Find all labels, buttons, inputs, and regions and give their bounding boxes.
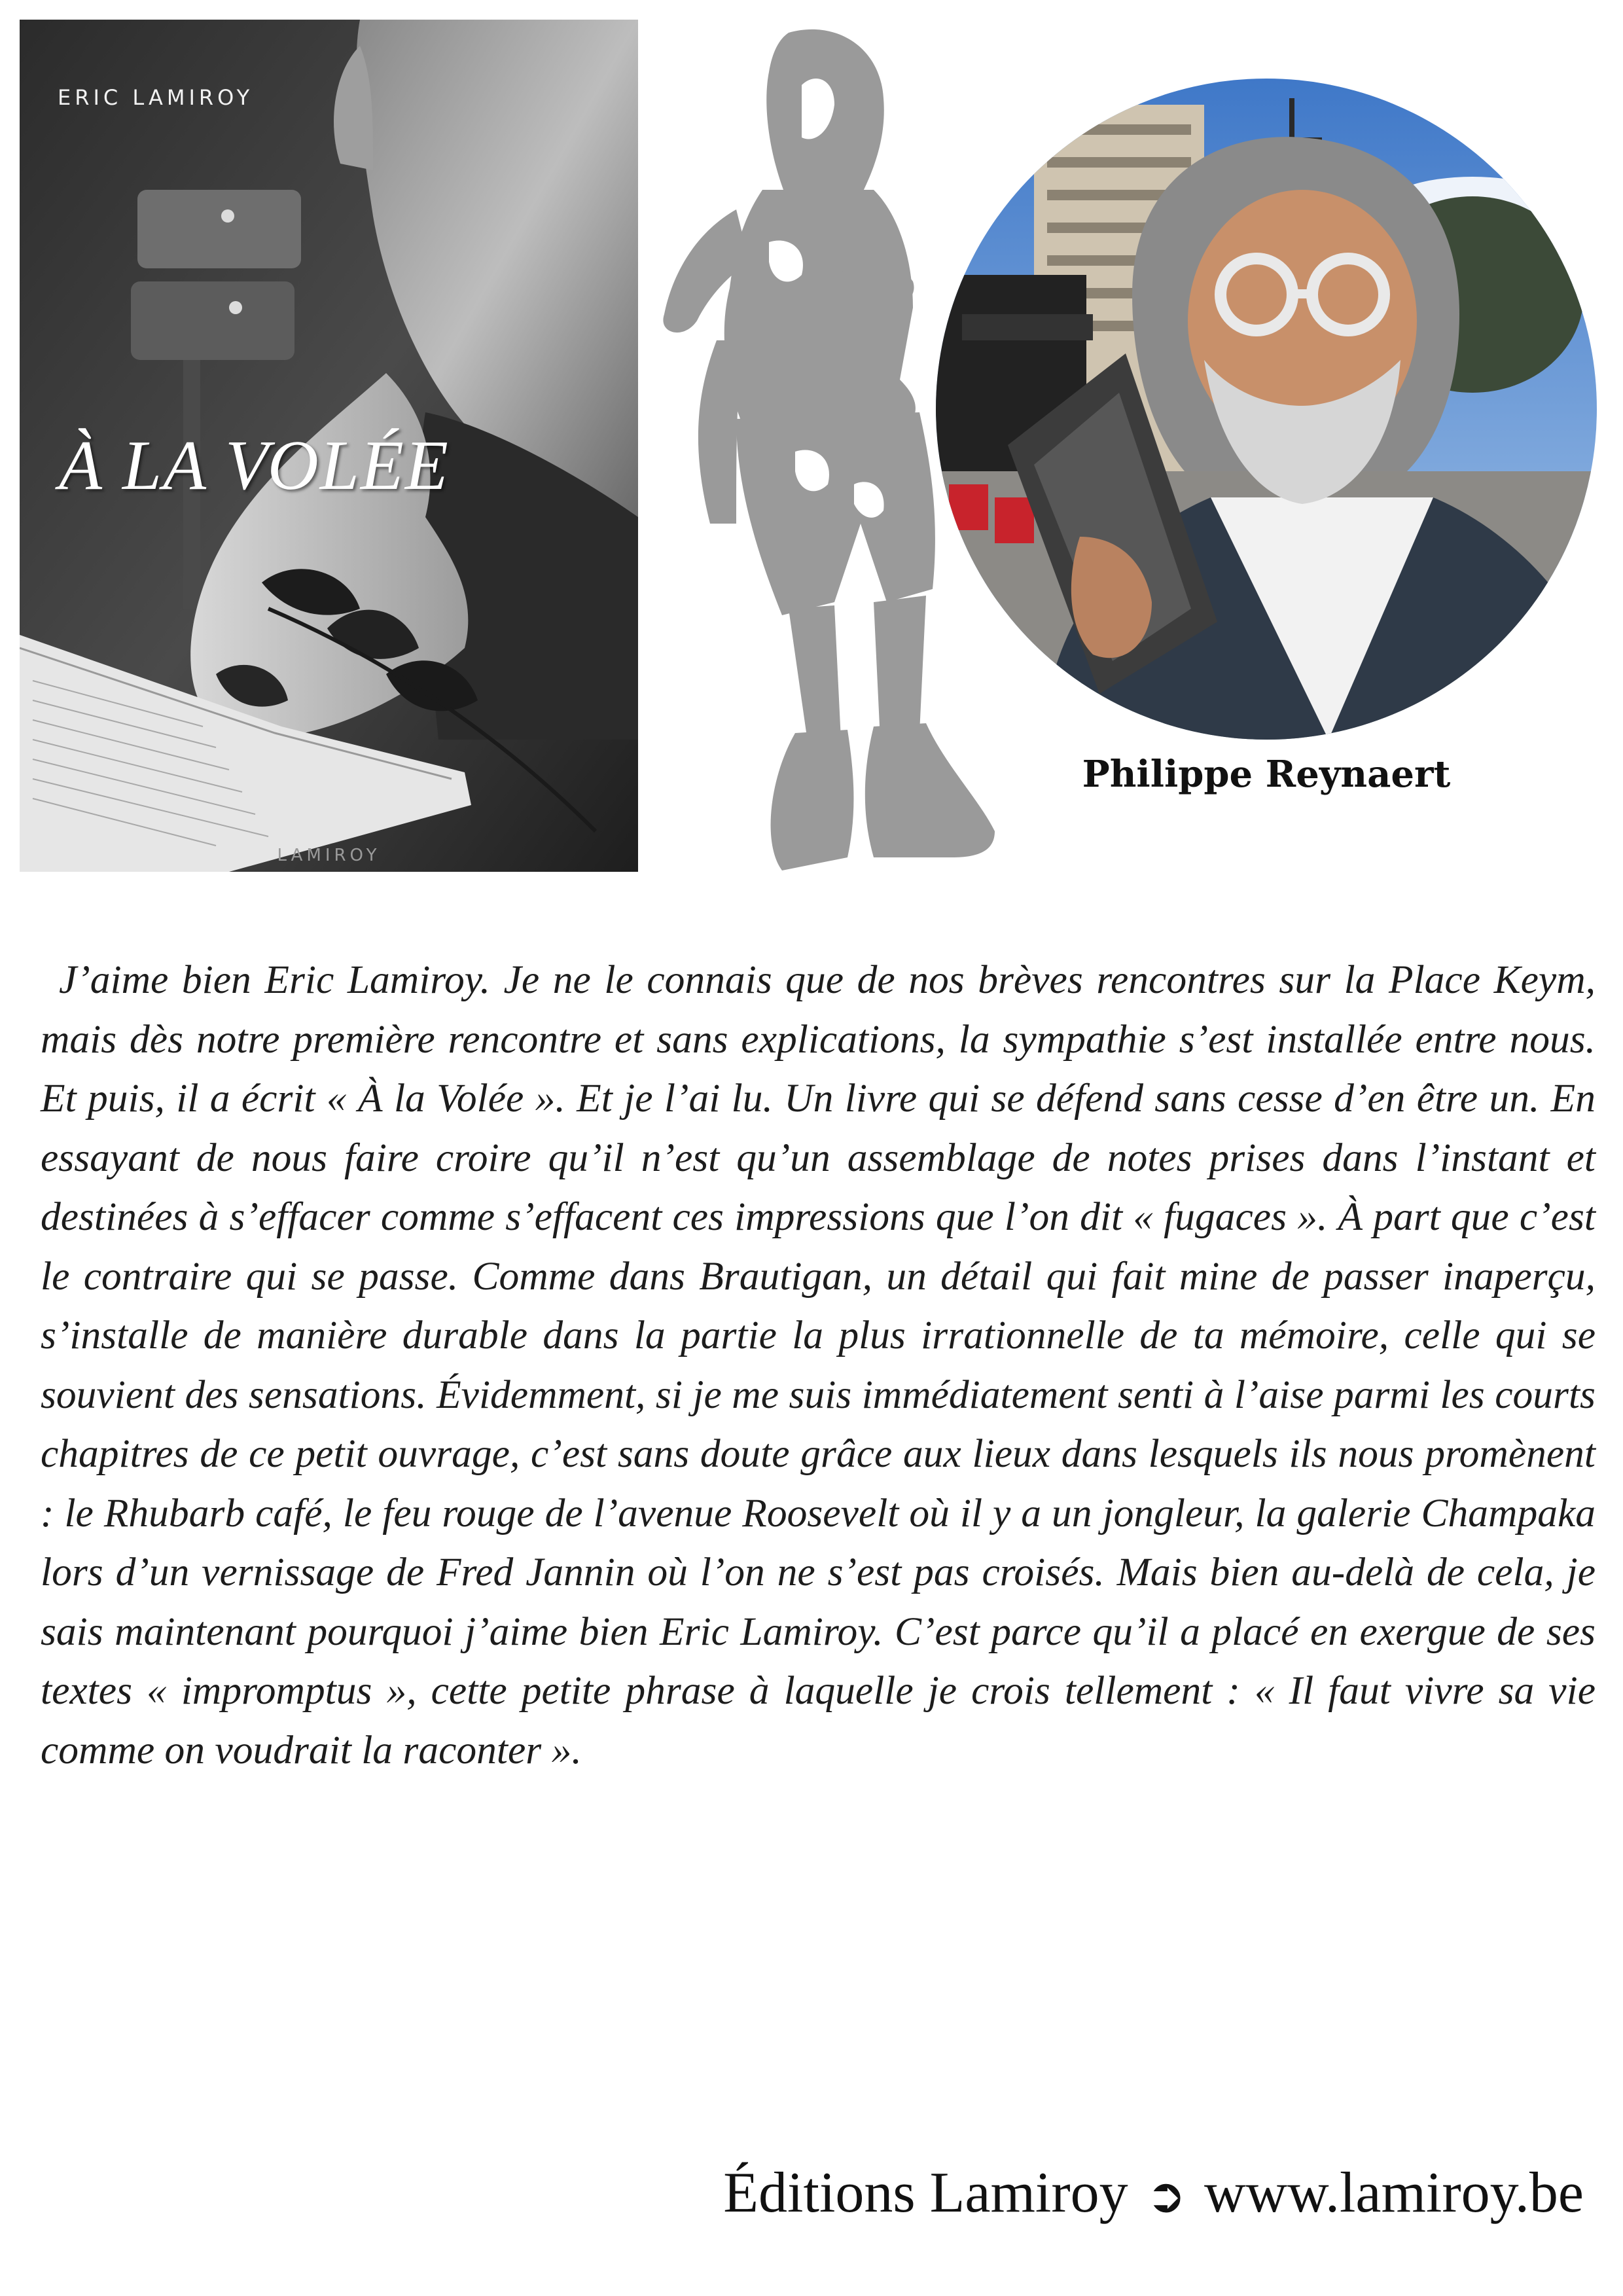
review-text: J’aime bien Eric Lamiroy. Je ne le connais que de nos brèves rencontres sur la Place Keym, mais dès notre première rencontre et sans explications, la sympathie s’est installée entre nous. Et puis, il a écrit « À la Volée ». Et je l’ai lu. Un livre qui se défend sans cesse d’en être un. En essayant de nous faire croire qu’il n’est qu’un assemblage de notes prises dans l’instant et destinées à s’effacer comme s’effacent ces impressions que l’on dit « fugaces ». À part que c’est le contraire qui se passe. Comme dans Brautigan, un détail qui fait mine de passer inaperçu, s’installe de manière durable dans la partie la plus irrationnelle de ta mémoire, celle qui se souvient des sensations. Évidemment, si je me suis immédiatement senti à l’aise parmi les courts chapitres de ce petit ouvrage, c’est sans doute grâce aux lieux dans lesquels ils nous promènent : le Rhubarb café, le feu rouge de l’avenue Roosevelt où il y a un jongleur, la galerie Champaka lors d’un vernissage de Fred Jannin où l’on ne s’est pas croisés. Mais bien au-delà de cela, je sais maintenant pourquoi j’aime bien Eric Lamiroy. C’est parce qu’il a placé en exergue de ses textes « impromptus », cette petite phrase à laquelle je crois tellement : « Il faut vivre sa vie comme on voudrait la raconter ». — [41, 958, 1596, 1772]
right-arrow-icon: ➲ — [1146, 2168, 1186, 2223]
website-link[interactable]: www.lamiroy.be — [1204, 2161, 1584, 2225]
portrait-photo — [936, 79, 1597, 740]
cover-author: ERIC LAMIROY — [58, 85, 254, 110]
footer — [723, 2160, 1584, 2226]
cover-publisher: LAMIROY — [277, 846, 381, 865]
author-portrait — [936, 79, 1597, 740]
cover-title: À LA VOLÉE — [59, 427, 450, 505]
book-cover — [20, 20, 638, 872]
footer-publisher: Éditions Lamiroy — [723, 2161, 1128, 2225]
portrait-caption: Philippe Reynaert — [1082, 753, 1451, 796]
